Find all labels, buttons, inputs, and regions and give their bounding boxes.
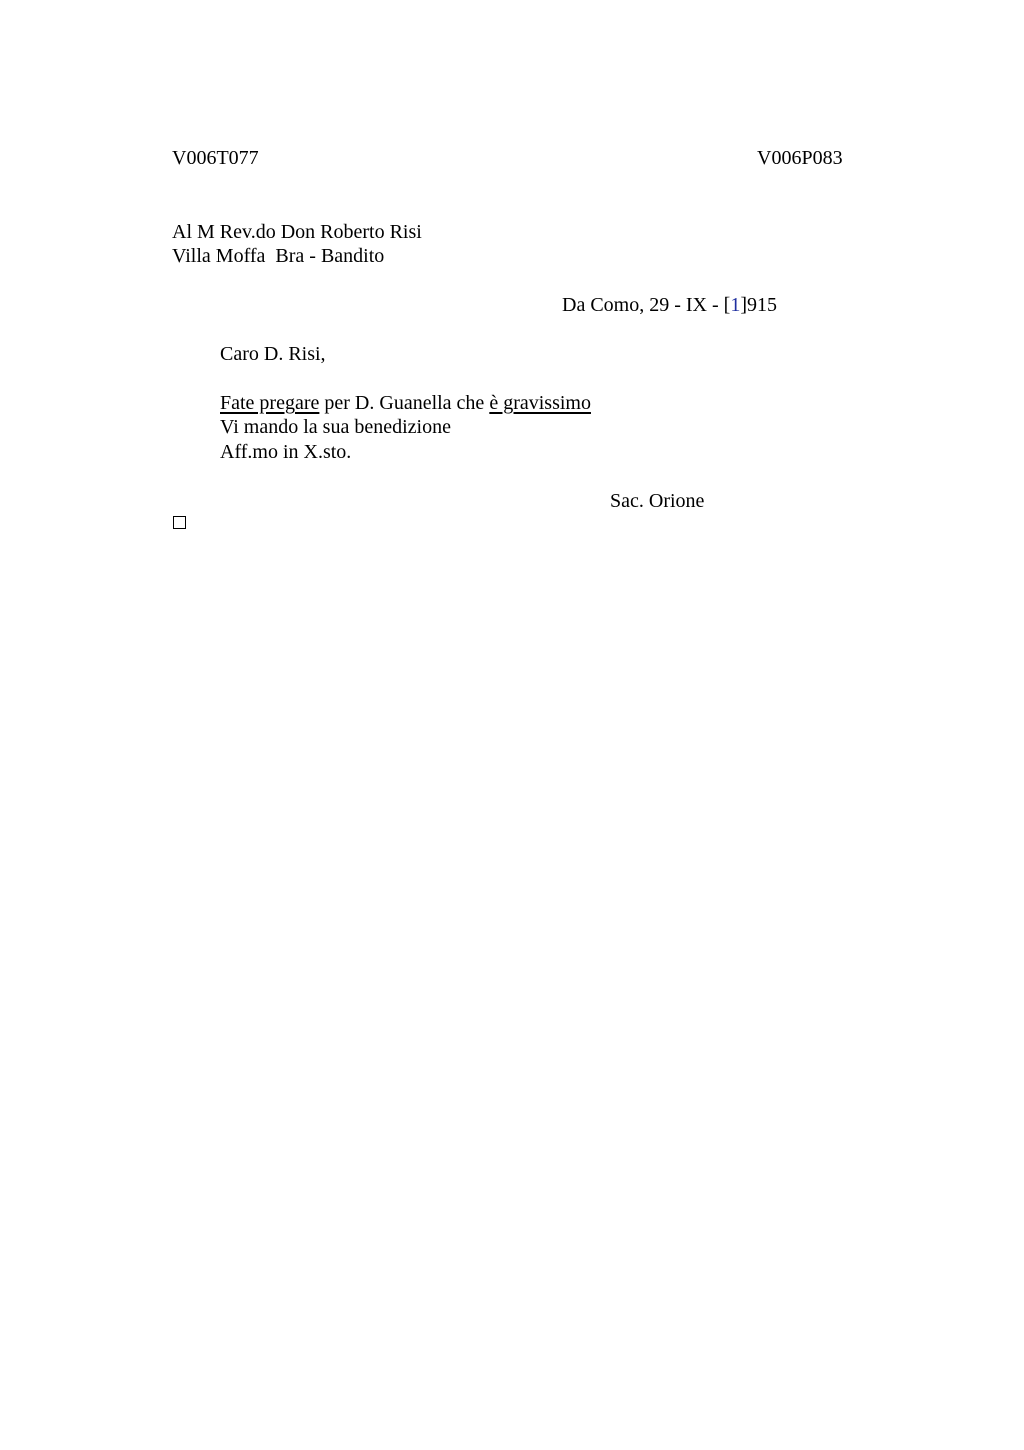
document-code-left: V006T077 xyxy=(172,147,259,169)
address-line-1: Al M Rev.do Don Roberto Risi xyxy=(172,221,422,243)
underlined-phrase-1: Fate pregare xyxy=(220,392,320,414)
address-line-2: Villa Moffa Bra - Bandito xyxy=(172,245,385,267)
salutation: Caro D. Risi, xyxy=(220,343,326,365)
date-suffix: ]915 xyxy=(740,294,777,316)
date-bracket-digit: 1 xyxy=(730,294,741,316)
signature: Sac. Orione xyxy=(610,490,705,512)
body-line-2: Vi mando la sua benedizione xyxy=(220,416,451,438)
body-line-3: Aff.mo in X.sto. xyxy=(220,441,352,463)
body-line-1 xyxy=(220,391,591,415)
checkbox-square-icon xyxy=(173,516,186,529)
document-code-right: V006P083 xyxy=(757,147,843,169)
letter-date xyxy=(562,293,777,317)
body-line-1-middle: per D. Guanella che xyxy=(319,392,490,414)
date-prefix: Da Como, 29 - IX - [ xyxy=(562,294,731,316)
underlined-phrase-2: è gravissimo xyxy=(489,392,591,414)
